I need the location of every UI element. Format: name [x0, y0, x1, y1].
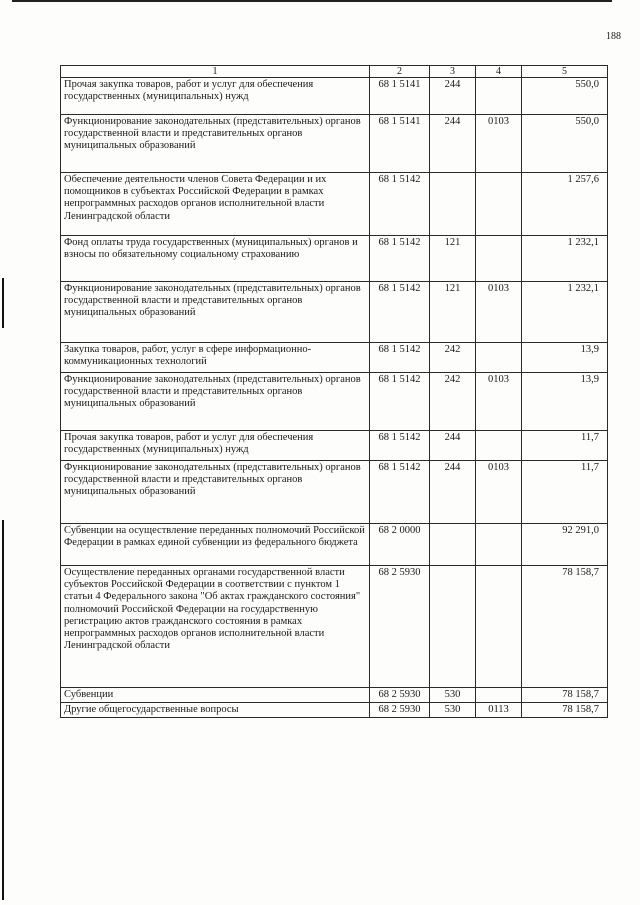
table-row [61, 115, 608, 173]
table-row [61, 282, 608, 343]
section-code: 0103 [476, 282, 522, 343]
target-article-code: 68 2 5930 [370, 688, 430, 703]
expense-name: Функционирование законодательных (представительных) органов государственной власти и представительных органов муниципальных образований [61, 282, 370, 343]
target-article-code: 68 2 5930 [370, 566, 430, 688]
section-code [476, 431, 522, 461]
column-header: 3 [430, 66, 476, 78]
section-code [476, 524, 522, 566]
table-row [61, 461, 608, 524]
expense-type-code [430, 566, 476, 688]
expense-name: Фонд оплаты труда государственных (муниципальных) органов и взносы по обязательному социальному страхованию [61, 236, 370, 282]
expense-name: Субвенции [61, 688, 370, 703]
expense-name: Другие общегосударственные вопросы [61, 703, 370, 718]
target-article-code: 68 1 5142 [370, 343, 430, 373]
table-row [61, 373, 608, 431]
target-article-code: 68 2 0000 [370, 524, 430, 566]
amount: 13,9 [522, 343, 608, 373]
amount: 11,7 [522, 431, 608, 461]
section-code [476, 173, 522, 236]
amount: 550,0 [522, 115, 608, 173]
expense-name: Прочая закупка товаров, работ и услуг для обеспечения государственных (муниципальных) нужд [61, 431, 370, 461]
expense-type-code: 121 [430, 236, 476, 282]
section-code: 0103 [476, 373, 522, 431]
section-code: 0103 [476, 115, 522, 173]
section-code [476, 78, 522, 115]
budget-table [60, 65, 608, 718]
section-code [476, 688, 522, 703]
page-number: 188 [606, 31, 621, 42]
target-article-code: 68 2 5930 [370, 703, 430, 718]
amount: 1 232,1 [522, 236, 608, 282]
expense-type-code: 244 [430, 431, 476, 461]
expense-type-code: 530 [430, 688, 476, 703]
table-row [61, 566, 608, 688]
table-row [61, 236, 608, 282]
column-header: 5 [522, 66, 608, 78]
expense-type-code [430, 173, 476, 236]
section-code [476, 343, 522, 373]
target-article-code: 68 1 5142 [370, 173, 430, 236]
top-border-rule [12, 0, 612, 2]
amount: 11,7 [522, 461, 608, 524]
section-code [476, 566, 522, 688]
target-article-code: 68 1 5142 [370, 461, 430, 524]
amount: 78 158,7 [522, 688, 608, 703]
expense-type-code: 121 [430, 282, 476, 343]
amount: 78 158,7 [522, 703, 608, 718]
target-article-code: 68 1 5141 [370, 78, 430, 115]
expense-type-code: 242 [430, 373, 476, 431]
amount: 78 158,7 [522, 566, 608, 688]
table-row [61, 343, 608, 373]
column-header: 2 [370, 66, 430, 78]
target-article-code: 68 1 5142 [370, 373, 430, 431]
target-article-code: 68 1 5142 [370, 282, 430, 343]
table-row [61, 703, 608, 718]
section-code [476, 236, 522, 282]
amount: 1 232,1 [522, 282, 608, 343]
expense-type-code [430, 524, 476, 566]
table-row [61, 78, 608, 115]
column-number-row [61, 66, 608, 78]
amount: 92 291,0 [522, 524, 608, 566]
table-row [61, 431, 608, 461]
amount: 1 257,6 [522, 173, 608, 236]
section-code: 0103 [476, 461, 522, 524]
scan-margin-mark [2, 278, 4, 328]
expense-name: Функционирование законодательных (представительных) органов государственной власти и представительных органов муниципальных образований [61, 373, 370, 431]
expense-type-code: 530 [430, 703, 476, 718]
table-row [61, 173, 608, 236]
expense-name: Закупка товаров, работ, услуг в сфере информационно-коммуникационных технологий [61, 343, 370, 373]
expense-type-code: 244 [430, 115, 476, 173]
amount: 13,9 [522, 373, 608, 431]
expense-name: Обеспечение деятельности членов Совета Федерации и их помощников в субъектах Российской Федерации в рамках непрограммных расходов органов исполнительной власти Ленинградской области [61, 173, 370, 236]
target-article-code: 68 1 5142 [370, 431, 430, 461]
scan-margin-mark [2, 520, 4, 900]
expense-type-code: 244 [430, 461, 476, 524]
expense-name: Осуществление переданных органами государственной власти субъектов Российской Федерации в соответствии с пунктом 1 статьи 4 Федерального закона "Об актах гражданского состояния" полномочий Российской Федерации на государственную регистрацию актов гражданского состояния в рамках непрограммных расходов органов исполнительной власти Ленинградской области [61, 566, 370, 688]
expense-name: Субвенции на осуществление переданных полномочий Российской Федерации в рамках единой субвенции из федерального бюджета [61, 524, 370, 566]
table-row [61, 524, 608, 566]
amount: 550,0 [522, 78, 608, 115]
target-article-code: 68 1 5141 [370, 115, 430, 173]
section-code: 0113 [476, 703, 522, 718]
target-article-code: 68 1 5142 [370, 236, 430, 282]
expense-name: Функционирование законодательных (представительных) органов государственной власти и представительных органов муниципальных образований [61, 115, 370, 173]
expense-type-code: 244 [430, 78, 476, 115]
expense-type-code: 242 [430, 343, 476, 373]
expense-name: Прочая закупка товаров, работ и услуг для обеспечения государственных (муниципальных) нужд [61, 78, 370, 115]
column-header: 1 [61, 66, 370, 78]
column-header: 4 [476, 66, 522, 78]
expense-name: Функционирование законодательных (представительных) органов государственной власти и представительных органов муниципальных образований [61, 461, 370, 524]
table-row [61, 688, 608, 703]
